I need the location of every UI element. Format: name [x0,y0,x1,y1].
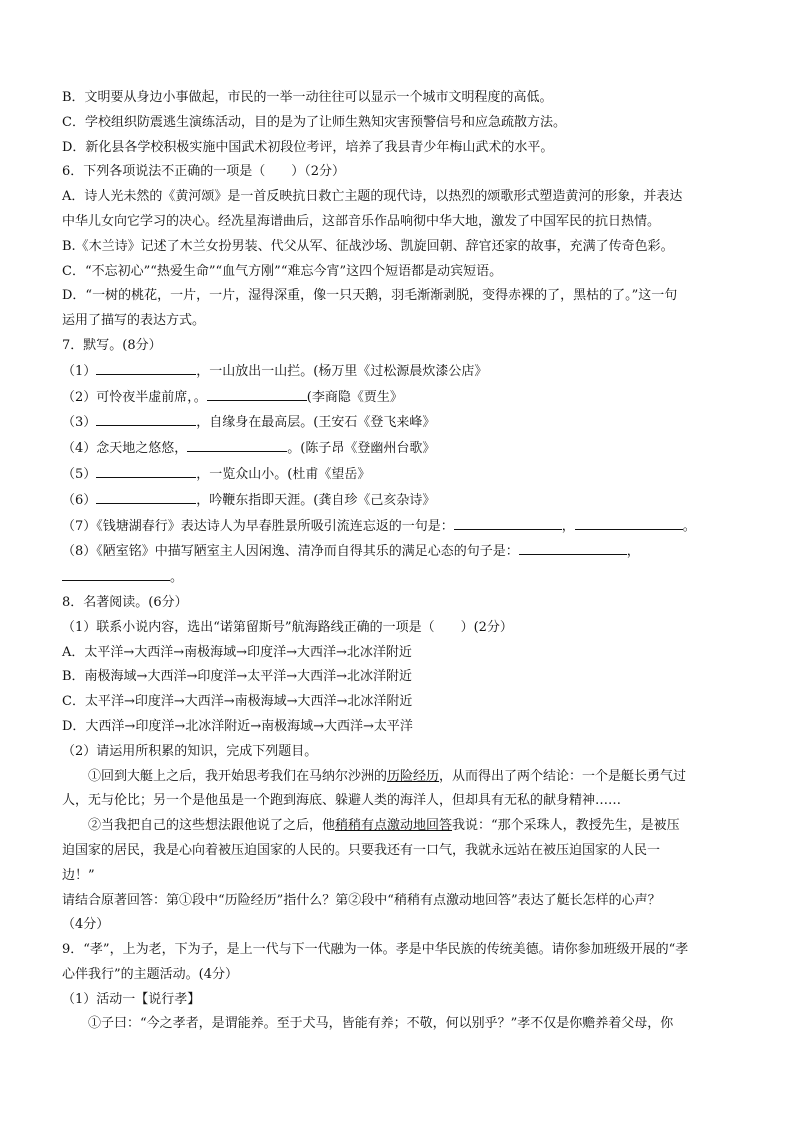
q7-item-1 [62,359,734,385]
q7-item-7 [62,514,734,540]
q7-3-text: ，自缘身在最高层。(王安石《登飞来峰》 [196,415,436,431]
q7-2-source: (李商隐《贾生》 [306,389,403,405]
q7-6-blank[interactable] [96,488,196,504]
q7-5-text: ，一览众山小。(杜甫《望岳》 [196,466,371,482]
q6-option-b: B.《木兰诗》记述了木兰女扮男装、代父从军、征战沙场、凯旋回朝、辞官还家的故事，充满了传奇色彩。 [62,238,674,254]
q7-7-comma: ， [561,518,575,534]
q7-item-4 [62,436,734,462]
question-7: 7．默写。(8分） [62,337,162,353]
q7-7-blank-2[interactable] [575,514,683,530]
q7-4-blank[interactable] [187,436,287,452]
passage-1-text-a: ①回到大艇上之后，我开始思考我们在马纳尔沙洲的 [88,768,388,784]
q8-2-score: （4分） [62,917,110,933]
q6-option-d-line1: D．“一树的桃花，一片，一片，湿得深重，像一只天鹅，羽毛渐渐剥脱，变得赤裸的了，黑枯的了。”这一句 [62,288,678,304]
q7-5-number: （5） [62,466,97,482]
passage-1-line1 [62,765,734,790]
passage-2-line1 [62,814,734,839]
underlined-phrase-2: 稍稍有点激动地回答 [335,818,453,834]
passage-2-text-a: ②当我把自己的这些想法跟他说了之后，他 [88,818,336,834]
q6-option-a-line2: 中华儿女向它学习的决心。经冼星海谱曲后，这部音乐作品响彻中华大地，激发了中国军民的抗日热情。 [62,213,661,229]
q7-4-source: 。(陈子昂《登幽州台歌》 [287,441,436,457]
q7-8-text: （8）《陋室铭》中描写陋室主人因闲逸、清净而自得其乐的满足心态的句子是： [62,544,519,560]
q7-2-blank[interactable] [207,385,307,401]
question-9-line1: 9．“孝”，上为老，下为子，是上一代与下一代融为一体。孝是中华民族的传统美德。请你参加班级开展的“孝 [62,942,689,958]
q7-3-blank[interactable] [96,410,196,426]
q7-3-number: （3） [62,415,97,431]
exam-page [62,86,734,1037]
q7-item-5 [62,462,734,488]
q9-quote: ①子曰：“今之孝者，是谓能养。至于犬马，皆能有养；不敬，何以别乎？”孝不仅是你赡养着父母，你 [88,1016,674,1032]
passage-2-line3: 边！” [62,867,95,883]
q7-7-blank-1[interactable] [454,514,562,530]
passage-1-text-b: ，从而得出了两个结论：一个是艇长勇气过 [439,768,687,784]
question-9-line2: 心伴我行”的主题活动。(4分） [62,966,238,982]
q8-option-d: D．大西洋→印度洋→北冰洋附近→南极海域→大西洋→太平洋 [62,718,413,734]
q6-option-a-line1: A．诗人光未然的《黄河颂》是一首反映抗日救亡主题的现代诗，以热烈的颂歌形式塑造黄河的形象，并表达 [62,189,683,205]
q7-1-number: （1） [62,363,97,379]
q7-item-3 [62,410,734,436]
q7-6-text: ，吟鞭东指即天涯。(龚自珍《己亥杂诗》 [196,492,436,508]
question-8: 8．名著阅读。(6分） [62,594,188,610]
q7-7-text: （7）《钱塘湖春行》表达诗人为早春胜景所吸引流连忘返的一句是： [62,518,454,534]
q7-2-text: （2）可怜夜半虚前席，。 [62,389,207,405]
passage-2-line2: 迫国家的居民，我是心向着被压迫国家的人民的。只要我还有一口气，我就永远站在被压迫国家的人民一 [62,842,661,858]
q7-6-number: （6） [62,492,97,508]
question-6: 6．下列各项说法不正确的一项是（ ）（2分） [62,164,346,180]
q9-activity-1: （1）活动一【说行孝】 [62,991,201,1007]
option-d-q5: D．新化县各学校积极实施中国武术初段位考评，培养了我县青少年梅山武术的水平。 [62,139,554,155]
q7-8-period: 。 [170,570,184,586]
q7-8-blank-2[interactable] [62,565,170,581]
q7-7-period: 。 [682,518,696,534]
passage-2-text-b: 我说：“那个采珠人，教授先生，是被压 [452,818,680,834]
underlined-phrase-1: 历险经历 [387,768,440,784]
passage-1-line2: 人，无与伦比；另一个是他虽是一个跑到海底、躲避人类的海洋人，但却具有无私的献身精神…… [62,793,622,809]
q7-item-2 [62,385,734,411]
q7-8-blank-1[interactable] [519,539,627,555]
q7-8-comma: ， [626,544,640,560]
q8-option-c: C．太平洋→印度洋→大西洋→南极海域→大西洋→北冰洋附近 [62,694,413,710]
q8-part-2: （2）请运用所积累的知识，完成下列题目。 [62,743,318,759]
q7-5-blank[interactable] [96,462,196,478]
q6-option-d-line2: 运用了描写的表达方式。 [62,313,206,329]
q7-item-8-line1 [62,539,734,565]
q7-1-text: ，一山放出一山拦。(杨万里《过松源晨炊漆公店》 [196,363,488,379]
q7-1-blank[interactable] [96,359,196,375]
q8-2-prompt: 请结合原著回答：第①段中“历险经历”指什么？第②段中“稍稍有点激动地回答”表达了艇长怎样的心声？ [62,892,661,908]
option-b-q5: B．文明要从身边小事做起，市民的一举一动往往可以显示一个城市文明程度的高低。 [62,90,553,105]
q7-4-text: （4）念天地之悠悠， [62,441,188,457]
q7-item-8-line2 [62,565,734,591]
q8-part-1: （1）联系小说内容，选出“诺第留斯号”航海路线正确的一项是（ ）(2分） [62,619,513,635]
q6-option-c: C．“不忘初心”“热爱生命”“血气方刚”“难忘今宵”这四个短语都是动宾短语。 [62,263,503,279]
option-c-q5: C．学校组织防震逃生演练活动，目的是为了让师生熟知灾害预警信号和应急疏散方法。 [62,114,566,130]
q8-option-a: A．太平洋→大西洋→南极海域→印度洋→大西洋→北冰洋附近 [62,644,412,660]
q7-item-6 [62,488,734,514]
q8-option-b: B．南极海域→大西洋→印度洋→太平洋→大西洋→北冰洋附近 [62,669,413,685]
